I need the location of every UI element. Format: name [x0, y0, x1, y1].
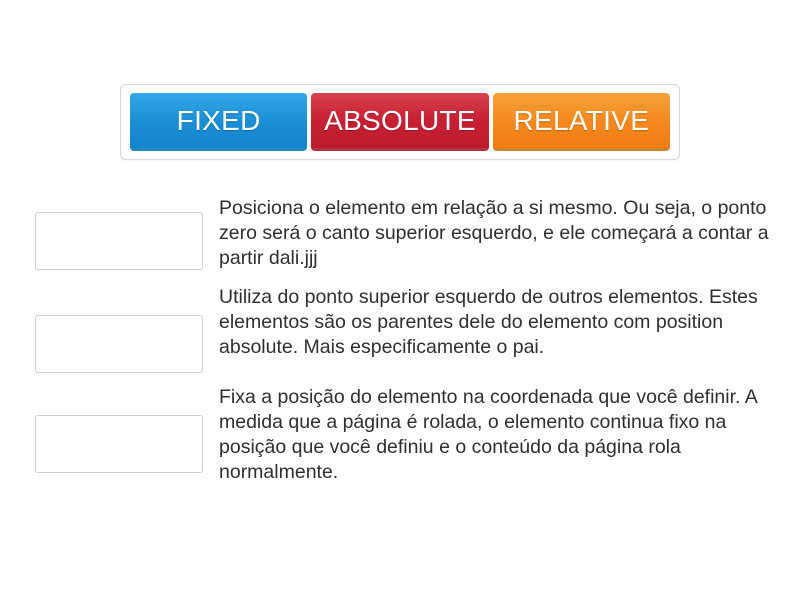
- answer-row: [0, 285, 800, 373]
- draggable-tile-absolute[interactable]: [311, 93, 488, 151]
- drop-zone-1[interactable]: [35, 212, 203, 270]
- draggable-tile-relative[interactable]: [493, 93, 670, 151]
- drop-zone-3[interactable]: [35, 415, 203, 473]
- drop-zone-2[interactable]: [35, 315, 203, 373]
- draggable-tile-fixed[interactable]: [130, 93, 307, 151]
- answer-rows: [0, 196, 800, 497]
- answer-row: [0, 196, 800, 271]
- row-description-3: Fixa a posição do elemento na coordenada que você definir. A medida que a página é rolada, o elemento continua fixo na posição que você definiu e o conteúdo da página rola normalmente.: [219, 386, 757, 483]
- draggable-tiles-bar: [120, 84, 680, 160]
- row-description-1: Posiciona o elemento em relação a si mesmo. Ou seja, o ponto zero será o canto superior esquerdo, e ele começará a contar a partir dali.jjj: [219, 197, 769, 269]
- draggable-tile-relative-label: RELATIVE: [513, 104, 650, 136]
- row-description-2: Utiliza do ponto superior esquerdo de outros elementos. Estes elementos são os parentes dele do elemento com position absolute. Mais especificamente o pai.: [219, 286, 758, 358]
- draggable-tile-absolute-label: ABSOLUTE: [324, 104, 476, 136]
- draggable-tile-fixed-label: FIXED: [176, 104, 261, 136]
- answer-row: [0, 385, 800, 485]
